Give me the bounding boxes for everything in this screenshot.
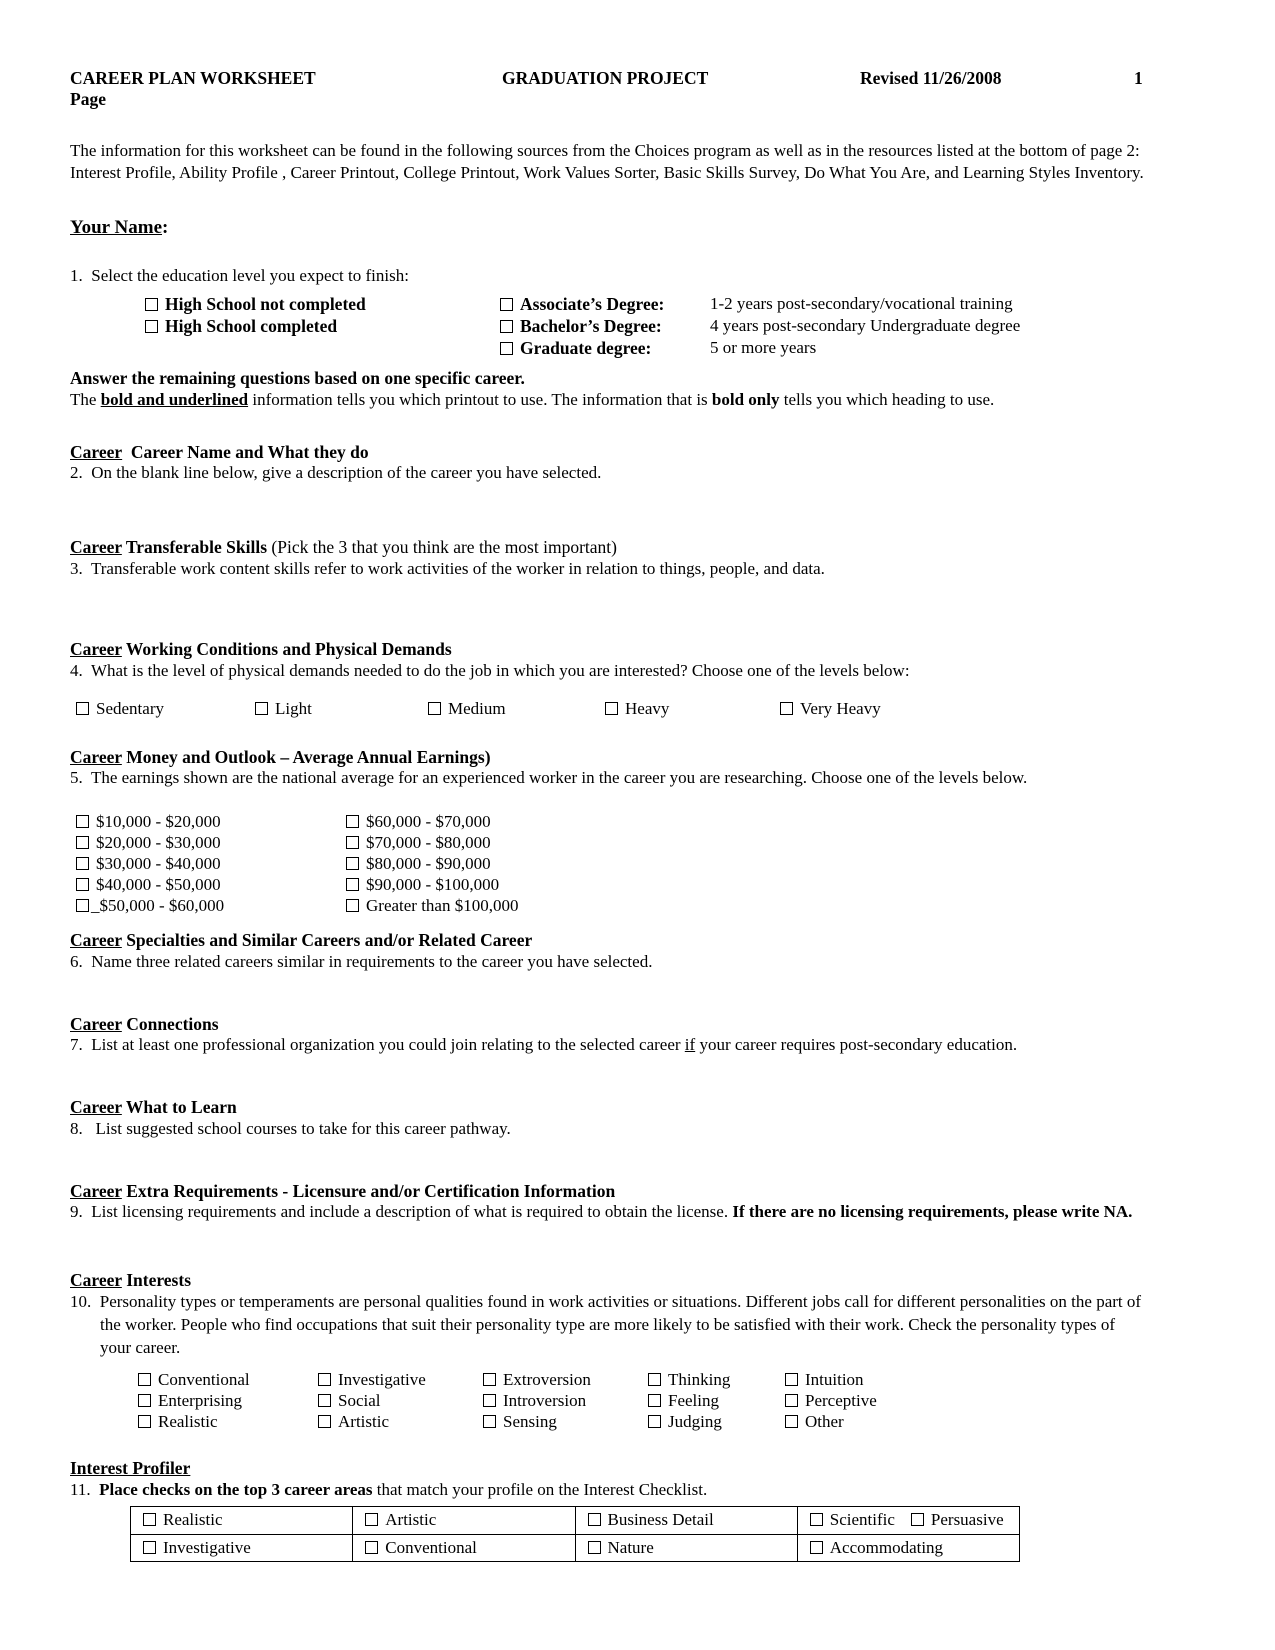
- section-heading-text: Interests: [126, 1270, 192, 1291]
- interest-label: Accommodating: [829, 1537, 944, 1557]
- physical-demand-options: [70, 699, 1150, 729]
- interest-label: Conventional: [385, 1537, 477, 1557]
- checkbox-artistic[interactable]: [318, 1415, 331, 1428]
- earnings-left-column: [76, 812, 224, 917]
- page-header: [70, 68, 1150, 112]
- section-heading-text: Working Conditions and Physical Demands: [125, 638, 452, 659]
- question-7: [70, 1034, 1150, 1057]
- worksheet-page: [70, 68, 1150, 1562]
- personality-option[interactable]: [138, 1412, 250, 1433]
- personality-column-4: [648, 1370, 730, 1433]
- education-option-label: Associate’s Degree:: [520, 294, 665, 315]
- legend-bold-only: bold only: [711, 389, 780, 409]
- personality-label: Feeling: [668, 1390, 719, 1410]
- personality-option[interactable]: [648, 1391, 730, 1412]
- header-page-label: Page: [70, 89, 106, 109]
- section-heading-text: Extra Requirements - Licensure and/or Certification Information: [126, 1180, 616, 1201]
- q1-number: 1.: [70, 266, 83, 286]
- checkbox-ip-investigative[interactable]: [143, 1541, 156, 1554]
- table-row: [131, 1507, 1020, 1534]
- personality-label: Enterprising: [158, 1390, 243, 1410]
- personality-option[interactable]: [318, 1391, 426, 1412]
- personality-option[interactable]: [785, 1391, 877, 1412]
- checkbox-high-school-not-completed[interactable]: [145, 298, 158, 311]
- checkbox-sensing[interactable]: [483, 1415, 496, 1428]
- q7-text-part2: your career requires post-secondary education.: [695, 1035, 1018, 1055]
- q9-text-bold: If there are no licensing requirements, please write NA.: [732, 1202, 1133, 1222]
- q4-text: What is the level of physical demands needed to do the job in which you are interested? Choose one of the levels below:: [90, 660, 910, 680]
- physical-demand-heavy[interactable]: [605, 699, 669, 719]
- personality-label: Artistic: [338, 1411, 389, 1431]
- personality-column-1: [138, 1370, 250, 1433]
- career-tag: Career: [70, 1270, 122, 1291]
- legend-part3: tells you which heading to use.: [779, 389, 995, 409]
- education-description: 5 or more years: [710, 338, 817, 358]
- personality-option[interactable]: [138, 1370, 250, 1391]
- career-tag: Career: [70, 1097, 122, 1118]
- section-heading-specialties: [70, 930, 1150, 951]
- earnings-label: $70,000 - $80,000: [366, 833, 491, 853]
- personality-label: Social: [338, 1390, 381, 1410]
- personality-option[interactable]: [483, 1370, 591, 1391]
- education-option-label: Graduate degree:: [520, 338, 652, 359]
- q2-number: 2.: [70, 463, 83, 483]
- earnings-option[interactable]: [346, 812, 518, 833]
- checkbox-medium[interactable]: [428, 702, 441, 715]
- checkbox-earnings-80k-90k[interactable]: [346, 857, 359, 870]
- checkbox-ip-accommodating[interactable]: [810, 1541, 823, 1554]
- personality-option[interactable]: [648, 1412, 730, 1433]
- q6-text: Name three related careers similar in requirements to the career you have selected.: [91, 951, 653, 971]
- earnings-label: $20,000 - $30,000: [96, 833, 221, 853]
- checkbox-investigative[interactable]: [318, 1373, 331, 1386]
- education-right-column-descriptions: [710, 294, 1020, 360]
- personality-label: Thinking: [668, 1369, 731, 1389]
- header-page-number: 1: [1134, 68, 1143, 88]
- interest-profiler-table: [130, 1506, 1020, 1561]
- personality-label: Introversion: [503, 1390, 587, 1410]
- physical-demand-very-heavy[interactable]: [780, 699, 881, 719]
- question-11: [70, 1479, 1150, 1502]
- interest-label: Realistic: [163, 1510, 223, 1530]
- personality-option[interactable]: [483, 1391, 591, 1412]
- career-tag: Career: [70, 1013, 122, 1034]
- q3-text: Transferable work content skills refer to work activities of the worker in relation to things, people, and data.: [90, 559, 825, 579]
- q5-text: The earnings shown are the national average for an experienced worker in the career you are researching. Choose one of the levels below.: [90, 768, 1028, 788]
- education-description: 1-2 years post-secondary/vocational training: [710, 294, 1013, 314]
- answer-note: Answer the remaining questions based on one specific career.: [70, 368, 525, 389]
- q11-number: 11.: [70, 1479, 91, 1499]
- checkbox-earnings-60k-70k[interactable]: [346, 815, 359, 828]
- q10-text: Personality types or temperaments are personal qualities found in work activities or situations. Different jobs call for different personalities on the part of the worker. People who find occupations that suit their personality type are more likely to be satisfied with their work. Check the personality types of your career.: [99, 1292, 1142, 1357]
- checkbox-perceptive[interactable]: [785, 1394, 798, 1407]
- interest-cell-scientific-persuasive[interactable]: [797, 1507, 1019, 1534]
- checkbox-extroversion[interactable]: [483, 1373, 496, 1386]
- personality-option[interactable]: [483, 1412, 591, 1433]
- q7-text-underlined: if: [684, 1035, 696, 1055]
- section-heading-interest-profiler: [70, 1458, 1150, 1479]
- checkbox-high-school-completed[interactable]: [145, 320, 158, 333]
- option-label: Sedentary: [96, 698, 164, 718]
- section-heading-what-to-learn: [70, 1097, 1150, 1118]
- personality-option[interactable]: [785, 1412, 877, 1433]
- header-project: GRADUATION PROJECT: [502, 68, 709, 88]
- checkbox-ip-business-detail[interactable]: [588, 1513, 601, 1526]
- personality-label: Judging: [668, 1411, 722, 1431]
- question-1: [70, 265, 1150, 288]
- education-option-label: Bachelor’s Degree:: [520, 316, 662, 337]
- personality-label: Realistic: [158, 1411, 218, 1431]
- checkbox-introversion[interactable]: [483, 1394, 496, 1407]
- physical-demand-medium[interactable]: [428, 699, 506, 719]
- checkbox-ip-scientific[interactable]: [810, 1513, 823, 1526]
- checkbox-thinking[interactable]: [648, 1373, 661, 1386]
- checkbox-earnings-40k-50k[interactable]: [76, 878, 89, 891]
- checkbox-earnings-over-100k[interactable]: [346, 899, 359, 912]
- personality-label: Other: [805, 1411, 844, 1431]
- q2-text: On the blank line below, give a description of the career you have selected.: [91, 463, 602, 483]
- earnings-option[interactable]: [76, 875, 224, 896]
- interest-cell-realistic[interactable]: [131, 1507, 353, 1534]
- option-label: Medium: [448, 698, 506, 718]
- q10-number: 10.: [70, 1292, 92, 1312]
- personality-label: Investigative: [338, 1369, 426, 1389]
- career-tag: Career: [70, 746, 122, 767]
- earnings-range-options: [70, 812, 1150, 924]
- section-heading-text: What to Learn: [125, 1097, 237, 1118]
- checkbox-bachelors-degree[interactable]: [500, 320, 513, 333]
- q3-number: 3.: [70, 559, 83, 579]
- table-row: [131, 1534, 1020, 1561]
- checkbox-social[interactable]: [318, 1394, 331, 1407]
- personality-option[interactable]: [138, 1391, 250, 1412]
- personality-option[interactable]: [648, 1370, 730, 1391]
- question-4: [70, 660, 1150, 683]
- option-label: Light: [275, 698, 312, 718]
- earnings-label: $40,000 - $50,000: [96, 875, 221, 895]
- checkbox-associates-degree[interactable]: [500, 298, 513, 311]
- interest-cell-investigative[interactable]: [131, 1534, 353, 1561]
- interest-label: Investigative: [163, 1537, 251, 1557]
- legend-part1: The: [70, 389, 101, 409]
- legend-bold-underlined: bold and underlined: [100, 389, 249, 409]
- interest-label: Scientific: [829, 1510, 895, 1530]
- question-3: [70, 558, 1150, 581]
- physical-demand-light[interactable]: [255, 699, 312, 719]
- checkbox-conventional[interactable]: [138, 1373, 151, 1386]
- checkbox-ip-artistic[interactable]: [365, 1513, 378, 1526]
- interest-label: Nature: [607, 1537, 654, 1557]
- question-6: [70, 951, 1150, 974]
- checkbox-very-heavy[interactable]: [780, 702, 793, 715]
- personality-label: Perceptive: [805, 1390, 877, 1410]
- section-heading-connections: [70, 1014, 1150, 1035]
- earnings-label: $10,000 - $20,000: [96, 812, 221, 832]
- your-name-label-text: Your Name: [70, 216, 163, 238]
- q9-text-part1: List licensing requirements and include a description of what is required to obtain the license.: [91, 1202, 733, 1222]
- section-heading-transferable-skills: [70, 537, 1150, 558]
- personality-option[interactable]: [318, 1412, 426, 1433]
- checkbox-earnings-20k-30k[interactable]: [76, 836, 89, 849]
- your-name-colon: :: [162, 216, 169, 238]
- earnings-right-column: [346, 812, 518, 917]
- option-label: Heavy: [625, 698, 670, 718]
- q8-number: 8.: [70, 1118, 83, 1138]
- checkbox-realistic[interactable]: [138, 1415, 151, 1428]
- header-revised-date: Revised 11/26/2008: [860, 68, 1002, 88]
- physical-demand-sedentary[interactable]: [76, 699, 164, 719]
- q6-number: 6.: [70, 951, 83, 971]
- section-heading-extra-requirements: [70, 1181, 1150, 1202]
- education-description: 4 years post-secondary Undergraduate degree: [710, 316, 1021, 336]
- career-tag: Career: [70, 441, 123, 462]
- personality-label: Sensing: [503, 1411, 557, 1431]
- checkbox-enterprising[interactable]: [138, 1394, 151, 1407]
- education-option-hs-completed[interactable]: [145, 316, 366, 338]
- earnings-option[interactable]: [346, 896, 518, 917]
- earnings-label: $60,000 - $70,000: [366, 812, 491, 832]
- q7-number: 7.: [70, 1035, 83, 1055]
- checkbox-light[interactable]: [255, 702, 268, 715]
- personality-column-2: [318, 1370, 426, 1433]
- legend-part2: information tells you which printout to use. The information that is: [248, 389, 712, 409]
- section-heading-money-outlook: [70, 747, 1150, 768]
- interest-cell-nature[interactable]: [575, 1534, 797, 1561]
- earnings-option[interactable]: [76, 854, 224, 875]
- earnings-label: Greater than $100,000: [366, 896, 519, 916]
- education-option-label: High School completed: [165, 316, 338, 337]
- section-heading-text: Transferable Skills: [125, 537, 268, 558]
- checkbox-earnings-70k-80k[interactable]: [346, 836, 359, 849]
- earnings-option[interactable]: [76, 896, 224, 917]
- personality-label: Extroversion: [503, 1369, 591, 1389]
- earnings-label: $90,000 - $100,000: [366, 875, 500, 895]
- education-option-label: High School not completed: [165, 294, 366, 315]
- education-left-column: [145, 294, 366, 338]
- section-heading-note: (Pick the 3 that you think are the most important): [267, 537, 617, 558]
- question-2: [70, 462, 1150, 485]
- education-option-graduate[interactable]: [500, 338, 664, 360]
- checkbox-earnings-10k-20k[interactable]: [76, 815, 89, 828]
- career-tag: Career: [70, 537, 122, 558]
- your-name-field-label: [70, 217, 1150, 239]
- intro-paragraph: The information for this worksheet can be found in the following sources from the Choices program as well as in the resources listed at the bottom of page 2: Interest Profile, Ability Profile , Career Printout, College Printout, Work Values Sorter, Basic Skills Survey, Do What You Are, and Learning Styles Inventory.: [70, 141, 1144, 183]
- question-9: [70, 1201, 1150, 1224]
- question-8: [70, 1118, 1150, 1141]
- interest-label: Business Detail: [607, 1510, 714, 1530]
- personality-column-3: [483, 1370, 591, 1433]
- earnings-label: $30,000 - $40,000: [96, 854, 221, 874]
- q7-text-part1: List at least one professional organization you could join relating to the selected career: [91, 1035, 685, 1055]
- interest-subcell-scientific[interactable]: [810, 1510, 895, 1530]
- section-heading-career-name: [70, 442, 1150, 463]
- education-option-bachelors[interactable]: [500, 316, 664, 338]
- personality-option[interactable]: [785, 1370, 877, 1391]
- question-5: [70, 767, 1150, 790]
- section-heading-interests: [70, 1270, 1150, 1291]
- q9-number: 9.: [70, 1202, 83, 1222]
- career-tag: Career: [70, 1180, 122, 1201]
- section-heading-text: Money and Outlook – Average Annual Earnings): [126, 746, 491, 767]
- checkbox-ip-nature[interactable]: [588, 1541, 601, 1554]
- checkbox-heavy[interactable]: [605, 702, 618, 715]
- checkbox-earnings-90k-100k[interactable]: [346, 878, 359, 891]
- q5-number: 5.: [70, 768, 83, 788]
- personality-label: Conventional: [158, 1369, 250, 1389]
- education-level-options: [70, 294, 1150, 368]
- checkbox-ip-conventional[interactable]: [365, 1541, 378, 1554]
- checkbox-feeling[interactable]: [648, 1394, 661, 1407]
- checkbox-earnings-50k-60k[interactable]: [76, 899, 89, 912]
- personality-option[interactable]: [318, 1370, 426, 1391]
- section-heading-text: Career Name and What they do: [130, 441, 369, 462]
- earnings-label: _$50,000 - $60,000: [91, 896, 225, 916]
- earnings-option[interactable]: [346, 875, 518, 896]
- interest-cell-artistic[interactable]: [353, 1507, 575, 1534]
- q11-text-bold: Place checks on the top 3 career areas: [99, 1479, 373, 1499]
- education-right-column-labels: [500, 294, 664, 360]
- q4-number: 4.: [70, 660, 83, 680]
- interest-label: Artistic: [385, 1510, 437, 1530]
- career-tag: Career: [70, 930, 122, 951]
- header-title: CAREER PLAN WORKSHEET: [70, 68, 316, 88]
- checkbox-other[interactable]: [785, 1415, 798, 1428]
- checkbox-judging[interactable]: [648, 1415, 661, 1428]
- interest-label: Persuasive: [930, 1510, 1004, 1530]
- education-option-associates[interactable]: [500, 294, 664, 316]
- checkbox-ip-realistic[interactable]: [143, 1513, 156, 1526]
- q1-text: Select the education level you expect to finish:: [91, 266, 409, 286]
- interest-profiler-tag: Interest Profiler: [70, 1457, 191, 1478]
- personality-label: Intuition: [805, 1369, 864, 1389]
- earnings-option[interactable]: [346, 833, 518, 854]
- section-heading-text: Specialties and Similar Careers and/or Related Career: [126, 930, 533, 951]
- education-option-hs-not-completed[interactable]: [145, 294, 366, 316]
- interest-cell-conventional[interactable]: [353, 1534, 575, 1561]
- earnings-option[interactable]: [76, 812, 224, 833]
- interest-cell-accommodating[interactable]: [797, 1534, 1019, 1561]
- checkbox-intuition[interactable]: [785, 1373, 798, 1386]
- q11-text-rest: that match your profile on the Interest Checklist.: [372, 1479, 708, 1499]
- earnings-label: $80,000 - $90,000: [366, 854, 491, 874]
- interest-subcell-persuasive[interactable]: [911, 1510, 1004, 1530]
- section-heading-working-conditions: [70, 639, 1150, 660]
- earnings-option[interactable]: [346, 854, 518, 875]
- legend-line: [70, 389, 1150, 412]
- section-heading-text: Connections: [126, 1013, 219, 1034]
- option-label: Very Heavy: [800, 698, 881, 718]
- personality-type-grid: [70, 1370, 1150, 1440]
- personality-column-5: [785, 1370, 877, 1433]
- q8-text: List suggested school courses to take for this career pathway.: [95, 1118, 511, 1138]
- earnings-option[interactable]: [76, 833, 224, 854]
- interest-cell-business-detail[interactable]: [575, 1507, 797, 1534]
- checkbox-earnings-30k-40k[interactable]: [76, 857, 89, 870]
- checkbox-ip-persuasive[interactable]: [911, 1513, 924, 1526]
- career-tag: Career: [70, 638, 122, 659]
- checkbox-graduate-degree[interactable]: [500, 342, 513, 355]
- checkbox-sedentary[interactable]: [76, 702, 89, 715]
- question-10: [70, 1291, 1150, 1360]
